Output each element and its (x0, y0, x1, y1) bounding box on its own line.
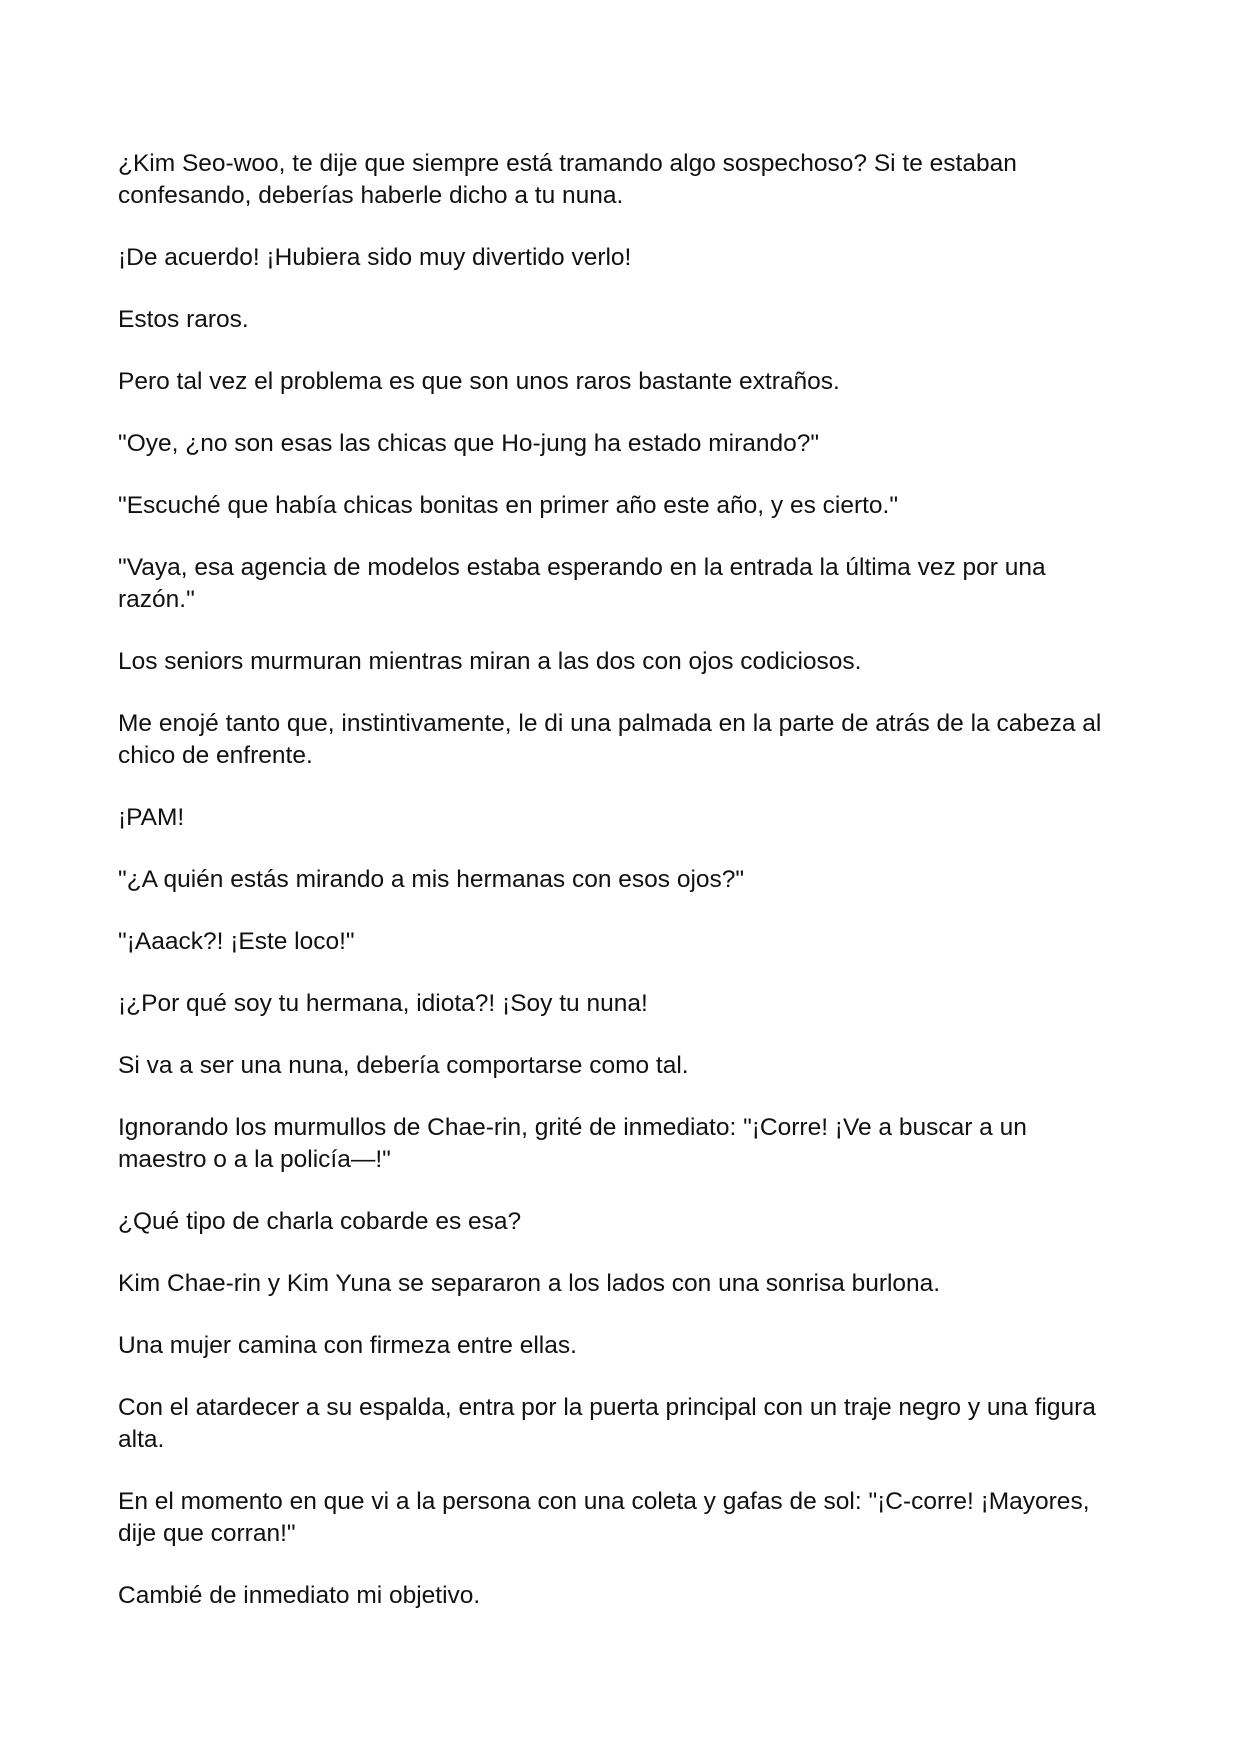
paragraph-2: ¡De acuerdo! ¡Hubiera sido muy divertido verlo! (118, 244, 632, 271)
paragraph-8: Los seniors murmuran mientras miran a las dos con ojos codiciosos. (118, 648, 862, 675)
paragraph-20: En el momento en que vi a la persona con una coleta y gafas de sol: "¡C-corre! ¡Mayores, dije que corran!" (118, 1488, 1090, 1547)
paragraph-11: "¿A quién estás mirando a mis hermanas con esos ojos?" (118, 866, 745, 893)
paragraph-3: Estos raros. (118, 306, 249, 333)
paragraph-1: ¿Kim Seo-woo, te dije que siempre está tramando algo sospechoso? Si te estaban confesando, deberías haberle dicho a tu nuna. (118, 150, 1017, 209)
paragraph-4: Pero tal vez el problema es que son unos raros bastante extraños. (118, 368, 840, 395)
paragraph-21: Cambié de inmediato mi objetivo. (118, 1582, 481, 1609)
paragraph-16: ¿Qué tipo de charla cobarde es esa? (118, 1208, 522, 1235)
paragraph-9: Me enojé tanto que, instintivamente, le di una palmada en la parte de atrás de la cabeza al chico de enfrente. (118, 710, 1102, 769)
paragraph-10: ¡PAM! (118, 804, 185, 831)
paragraph-15: Ignorando los murmullos de Chae-rin, grité de inmediato: "¡Corre! ¡Ve a buscar a un maestro o a la policía—!" (118, 1114, 1027, 1173)
paragraph-5: "Oye, ¿no son esas las chicas que Ho-jung ha estado mirando?" (118, 430, 820, 457)
paragraph-14: Si va a ser una nuna, debería comportarse como tal. (118, 1052, 689, 1079)
paragraph-13: ¡¿Por qué soy tu hermana, idiota?! ¡Soy tu nuna! (118, 990, 648, 1017)
paragraph-7: "Vaya, esa agencia de modelos estaba esperando en la entrada la última vez por una razón." (118, 554, 1046, 613)
paragraph-12: "¡Aaack?! ¡Este loco!" (118, 928, 355, 955)
paragraph-17: Kim Chae-rin y Kim Yuna se separaron a los lados con una sonrisa burlona. (118, 1270, 941, 1297)
paragraph-6: "Escuché que había chicas bonitas en primer año este año, y es cierto." (118, 492, 899, 519)
paragraph-19: Con el atardecer a su espalda, entra por la puerta principal con un traje negro y una figura alta. (118, 1394, 1096, 1453)
paragraph-18: Una mujer camina con firmeza entre ellas. (118, 1332, 577, 1359)
